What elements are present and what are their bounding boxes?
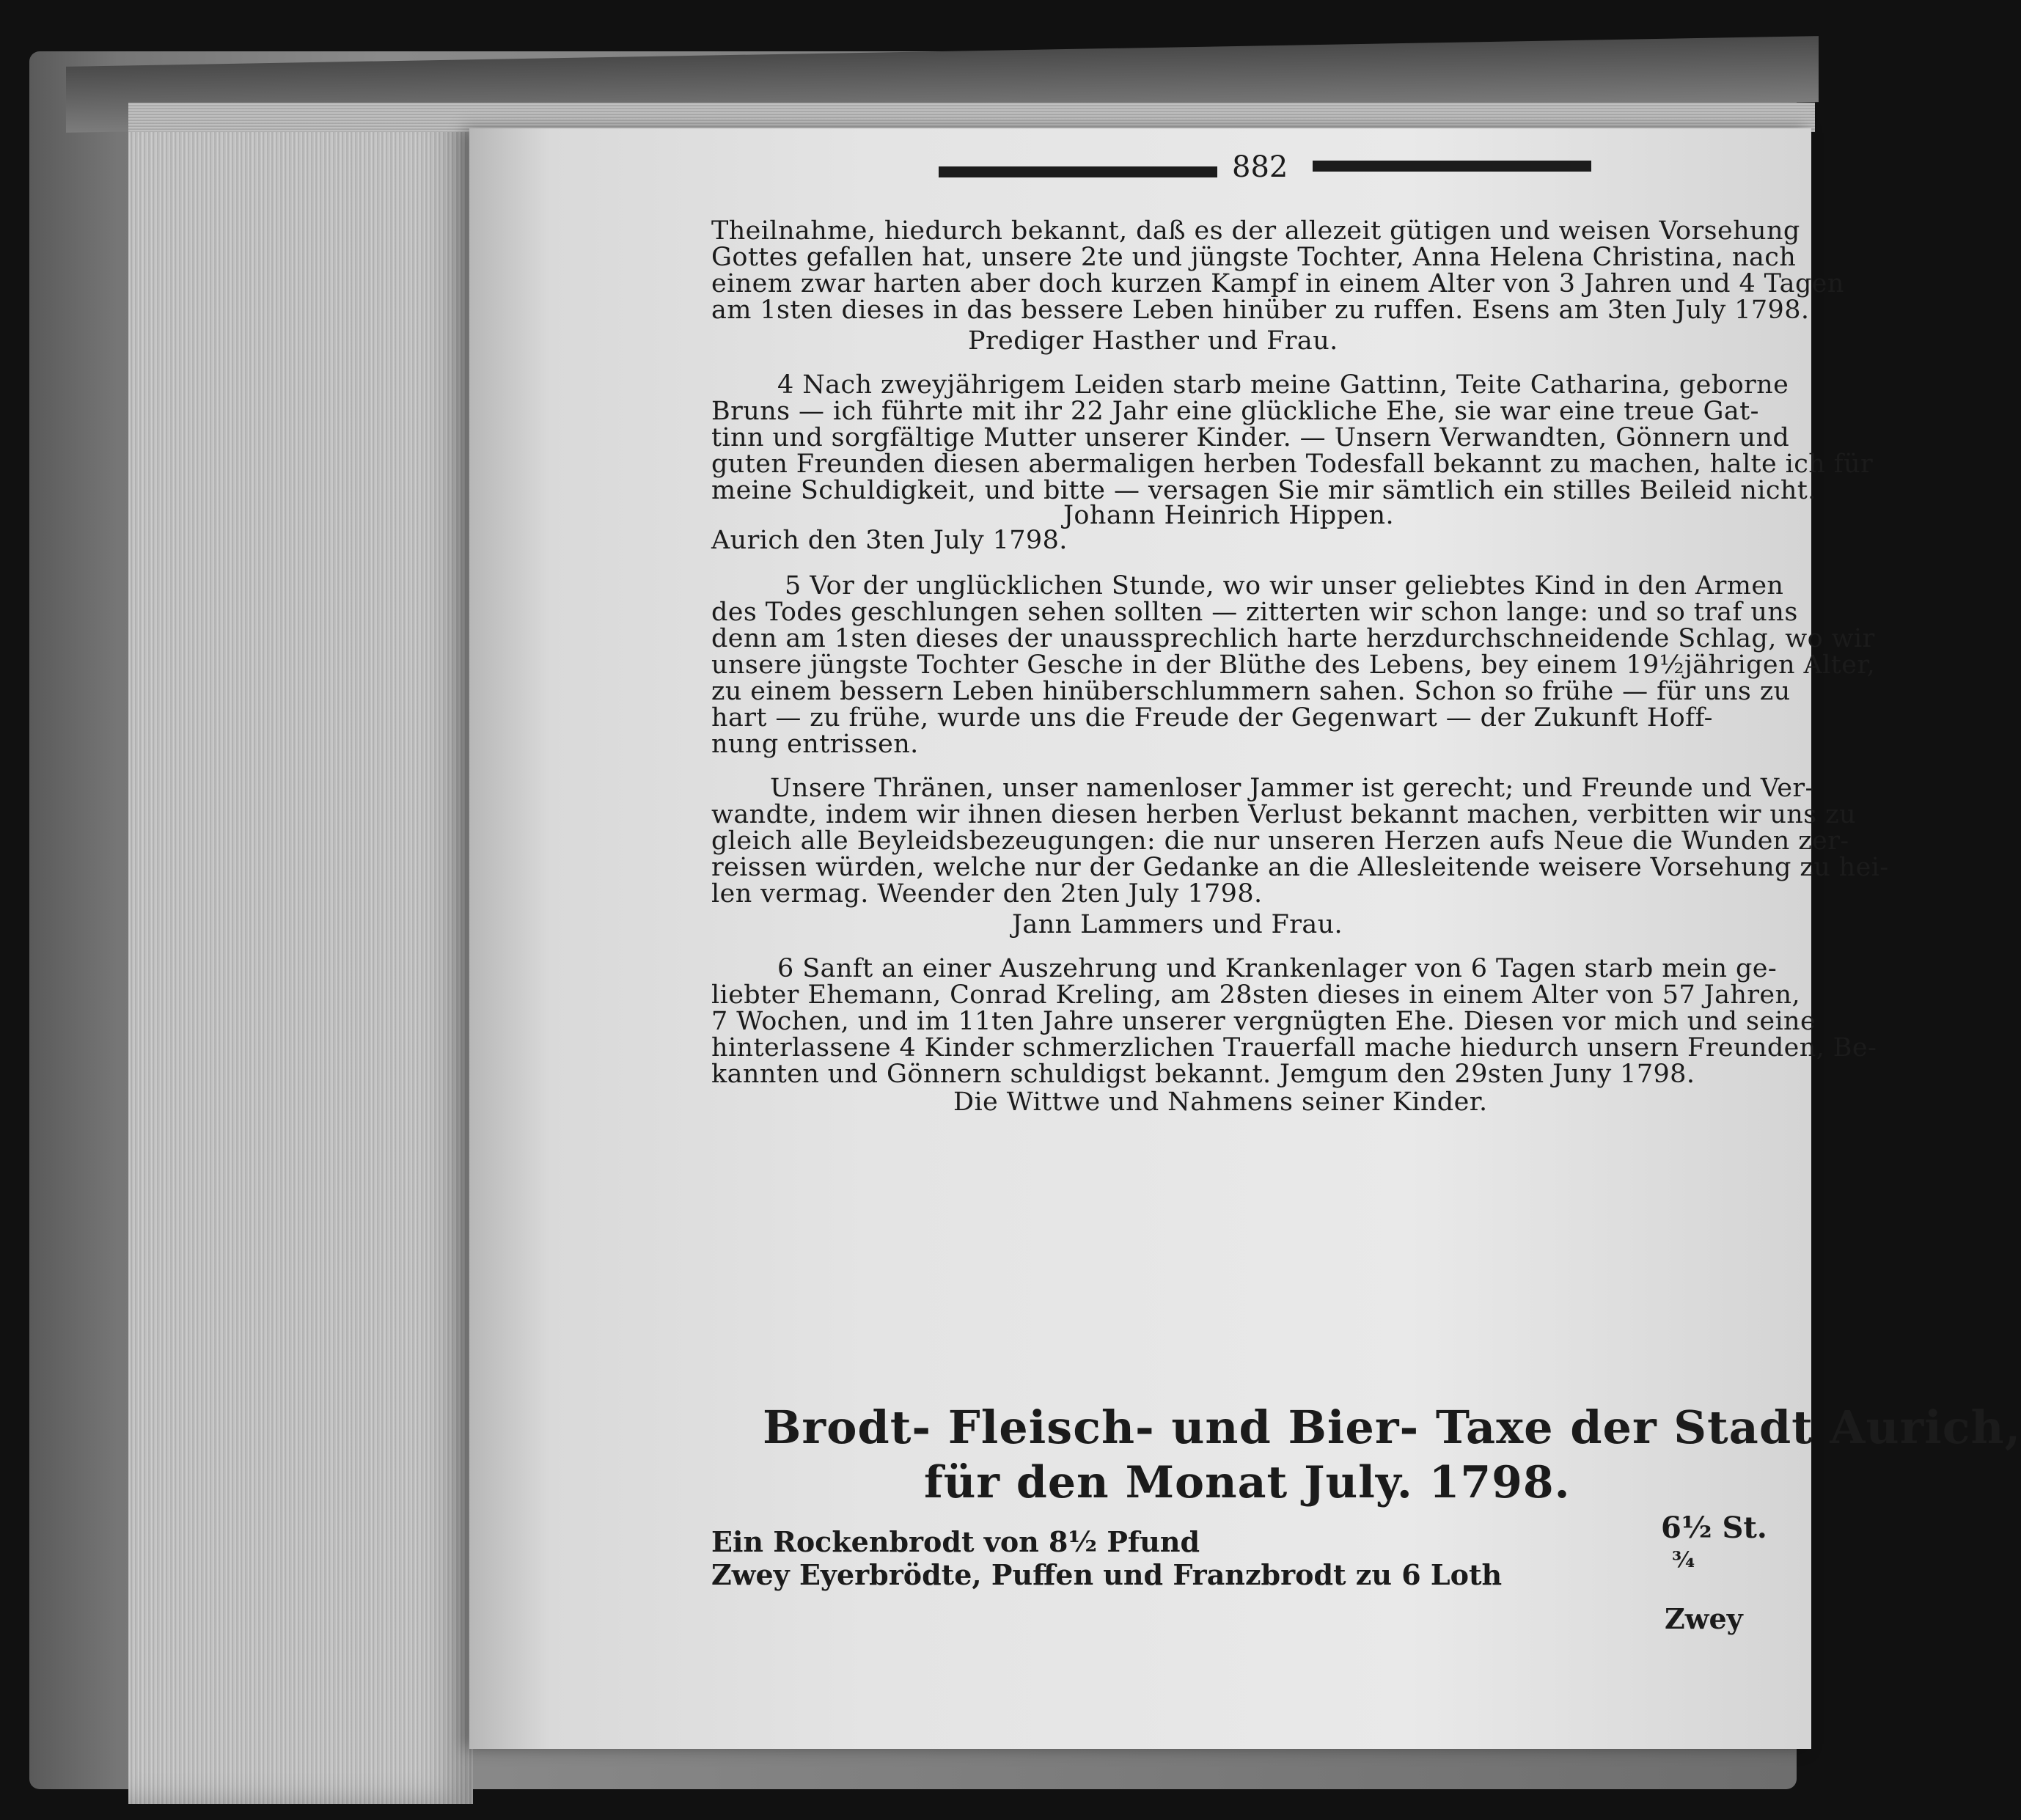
text-line: tinn und sorgfältige Mutter unserer Kinder. — Unsern Verwandten, Gönnern und (711, 423, 1790, 452)
text-line: wandte, indem wir ihnen diesen herben Verlust bekannt machen, verbitten wir uns zu (711, 800, 1856, 829)
text-line: guten Freunden diesen abermaligen herben Todesfall bekannt zu machen, halte ich für (711, 450, 1874, 479)
text-line: Aurich den 3ten July 1798. (711, 526, 1068, 555)
tax-title-line2: für den Monat July. 1798. (924, 1457, 1571, 1508)
text-line: am 1sten dieses in das bessere Leben hinüber zu ruffen. Esens am 3ten July 1798. (711, 296, 1810, 325)
text-line: hart — zu frühe, wurde uns die Freude der Gegenwart — der Zukunft Hoff- (711, 703, 1713, 733)
text-line: Johann Heinrich Hippen. (1063, 501, 1394, 530)
tax-price: ¾ (1672, 1547, 1695, 1573)
text-line: meine Schuldigkeit, und bitte — versagen Sie mir sämtlich ein stilles Beileid nicht. (711, 476, 1816, 505)
text-line: liebter Ehemann, Conrad Kreling, am 28sten dieses in einem Alter von 57 Jahren, (711, 980, 1800, 1010)
text-line: Jann Lammers und Frau. (1012, 910, 1343, 939)
catchword: Zwey (1665, 1602, 1743, 1635)
text-line: Gottes gefallen hat, unsere 2te und jüngste Tochter, Anna Helena Christina, nach (711, 243, 1797, 272)
text-line: reissen würden, welche nur der Gedanke an die Allesleitende weisere Vorsehung zu hei- (711, 853, 1889, 882)
text-line: des Todes geschlungen sehen sollten — zitterten wir schon lange: und so traf uns (711, 598, 1798, 627)
tax-item: Zwey Eyerbrödte, Puffen und Franzbrodt zu 6 Loth (711, 1558, 1503, 1591)
page-number: 882 (1232, 150, 1288, 184)
header-rule-right (1313, 161, 1591, 172)
text-line: Die Wittwe und Nahmens seiner Kinder. (953, 1087, 1488, 1117)
text-line: einem zwar harten aber doch kurzen Kampf in einem Alter von 3 Jahren und 4 Tagen (711, 269, 1844, 298)
text-line: 5 Vor der unglücklichen Stunde, wo wir unser geliebtes Kind in den Armen (785, 571, 1784, 601)
text-line: Bruns — ich führte mit ihr 22 Jahr eine glückliche Ehe, sie war eine treue Gat- (711, 397, 1759, 426)
tax-item: Ein Rockenbrodt von 8½ Pfund (711, 1525, 1200, 1558)
book-page (469, 128, 2021, 1749)
text-line: Prediger Hasther und Frau. (968, 326, 1338, 356)
text-line: 6 Sanft an einer Auszehrung und Krankenlager von 6 Tagen starb mein ge- (777, 954, 1778, 983)
text-line: 7 Wochen, und im 11ten Jahre unserer vergnügten Ehe. Diesen vor mich und seine (711, 1007, 1816, 1036)
page-fore-edge (128, 103, 473, 1804)
text-line: nung entrissen. (711, 730, 919, 759)
text-line: Unsere Thränen, unser namenloser Jammer ist gerecht; und Freunde und Ver- (770, 774, 1814, 803)
text-line: kannten und Gönnern schuldigst bekannt. Jemgum den 29sten Juny 1798. (711, 1060, 1695, 1089)
text-line: gleich alle Beyleidsbezeugungen: die nur unseren Herzen aufs Neue die Wunden zer- (711, 826, 1849, 856)
text-line: 4 Nach zweyjährigem Leiden starb meine Gattinn, Teite Catharina, geborne (777, 370, 1789, 400)
header-rule-left (939, 166, 1217, 177)
text-line: zu einem bessern Leben hinüberschlummern sahen. Schon so frühe — für uns zu (711, 677, 1791, 706)
text-line: hinterlassene 4 Kinder schmerzlichen Trauerfall mache hiedurch unsern Freunden, Be- (711, 1033, 1877, 1063)
text-line: Theilnahme, hiedurch bekannt, daß es der allezeit gütigen und weisen Vorsehung (711, 216, 1800, 246)
tax-title-line1: Brodt- Fleisch- und Bier- Taxe der Stadt Aurich, (763, 1401, 2021, 1454)
page-top-edge (128, 103, 1815, 132)
text-line: unsere jüngste Tochter Gesche in der Blüthe des Lebens, bey einem 19½jährigen Alter, (711, 650, 1876, 680)
text-line: len vermag. Weender den 2ten July 1798. (711, 879, 1263, 909)
tax-price: 6½ St. (1661, 1511, 1767, 1545)
text-line: denn am 1sten dieses der unaussprechlich harte herzdurchschneidende Schlag, wo wir (711, 624, 1875, 653)
